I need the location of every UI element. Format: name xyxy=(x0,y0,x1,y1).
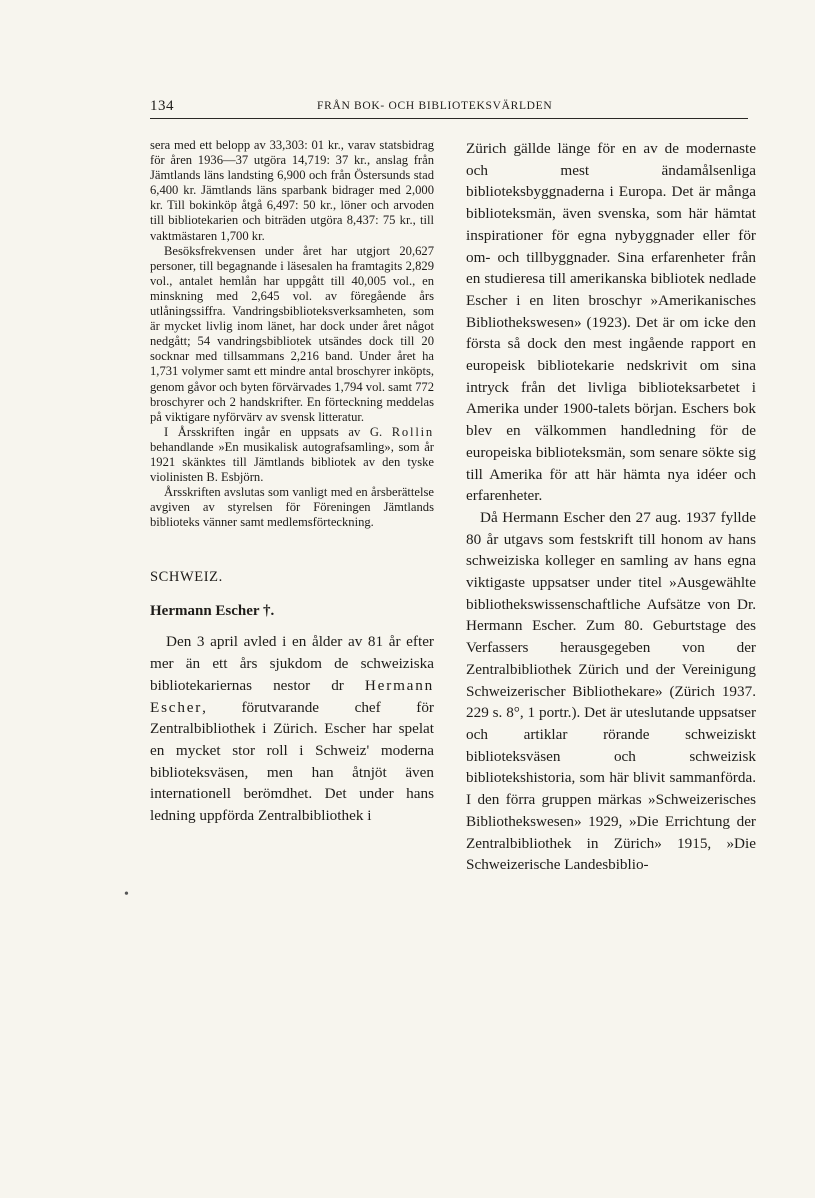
paragraph-obituary-start: Den 3 april avled i en ålder av 81 år efter mer än ett års sjukdom de schweiziska bibliotekariernas nestor dr Hermann Escher, förutvarande chef för Zentralbibliothek i Zürich. Escher har spelat en mycket stor roll i Schweiz' moderna biblioteksväsen, men han åtnjöt även internationell berömdhet. Det under hans ledning uppförda Zentralbibliothek i xyxy=(150,633,435,825)
paragraph-zentralbibliothek: Zürich gällde länge för en av de modernaste och mest ändamålsenliga biblioteksbyggnaderna i Europa. Det är många biblioteksmän, även svenska, som här hämtat inspirationer för egna nybyggnader eller för om- och tillbyggnader. Sina erfarenheter från en studieresa till amerikanska bibliotek nedlade Escher i en liten broschyr »Amerikanisches Bibliothekswesen» (1923). Det är om icke den första så dock den mest ingående rapport en europeisk bibliotekarie nedskrivit om sina intryck från det livliga biblioteksarbetet i Amerika under 1900-talets början. Eschers bok blev en välkommen handledning för de europeiska biblioteksmän, som senare sökte sig till Amerika för att här hämta nya idéer och erfarenheter. xyxy=(466,140,756,505)
paragraph-arsskrift-article: I Årsskriften ingår en uppsats av G. Rollin behandlande »En musikalisk autografsamling», som år 1921 skänktes till Jämtlands bibliotek av den tyske violinisten B. Esbjörn. xyxy=(150,424,435,485)
running-title: FRÅN BOK- OCH BIBLIOTEKSVÄRLDEN xyxy=(317,100,553,112)
paragraph-festschrift: Då Hermann Escher den 27 aug. 1937 fyllde 80 år utgavs som festskrift till honom av hans schweiziska kolleger en samling av hans egna viktigaste uppsatser under titel »Ausgewählte bibliothekswissenschaftliche Aufsätze von Dr. Hermann Escher. Zum 80. Geburtstage des Verfassers herausgegeben von der Zentralbibliothek Zürich und der Vereinigung Schweizerischer Bibliothekare» (Zürich 1937. 229 s. 8°, 1 portr.). Det är uteslutande uppsatser och artiklar rörande schweiziskt biblioteksväsen och schweizisk bibliotekshistoria, som här blivit sammanförda. I den förra gruppen märkas »Schweizerisches Bibliothekswesen» 1929, »Die Errichtung der Zentralbibliothek in Zürich» 1915, »Die Schweizerische Landesbiblio- xyxy=(466,508,756,874)
page-number: 134 xyxy=(150,98,174,114)
right-column xyxy=(466,138,756,876)
section-heading-schweiz: SCHWEIZ. xyxy=(150,569,223,586)
paragraph-budget: sera med ett belopp av 33,303: 01 kr., varav statsbidrag för åren 1936—37 utgöra 14,719: 37 kr., anslag från Jämtlands läns landsting 6,900 och från Östersunds stad 6,400 kr. Jämtlands läns sparbank bidrager med 2,000 kr. Till bokinköp åtgå 6,497: 50 kr., löner och arvoden till bibliotekarien och biträden utgöra 8,437: 75 kr., till vaktmästaren 1,700 kr. xyxy=(150,138,434,243)
left-column xyxy=(150,138,434,827)
author-name-rollin: Rollin xyxy=(391,424,435,439)
margin-mark: • xyxy=(124,887,129,902)
paragraph-statistics: Besöksfrekvensen under året har utgjort 20,627 personer, till begagnande i läsesalen ha framtagits 2,829 vol., antalet hemlån har uppgått till 40,005 vol., en minskning med 2,645 vol. av föregående års utlåningssiffra. Vandringsbiblioteksverksamheten, som är mycket livlig inom länet, har dock under året något nedgått; 54 vandringsbibliotek utsändes dock till 20 socknar med tillsammans 2,216 band. Under året ha 1,731 volymer samt ett mindre antal broschyrer inköpts, genom gåvor och byten förvärvades 1,794 vol. samt 772 broschyrer och 2 handskrifter. En förteckning meddelas på viktigare nyförvärv av svensk litteratur. xyxy=(150,243,434,424)
obituary-heading: Hermann Escher †. xyxy=(150,603,275,620)
paragraph-arsskrift-closing: Årsskriften avslutas som vanligt med en årsberättelse avgiven av styrelsen för Föreningen Jämtlands biblioteks vänner samt medlemsförteckning. xyxy=(150,485,434,530)
person-name-escher: Hermann Escher xyxy=(150,676,435,716)
running-header xyxy=(150,98,748,119)
